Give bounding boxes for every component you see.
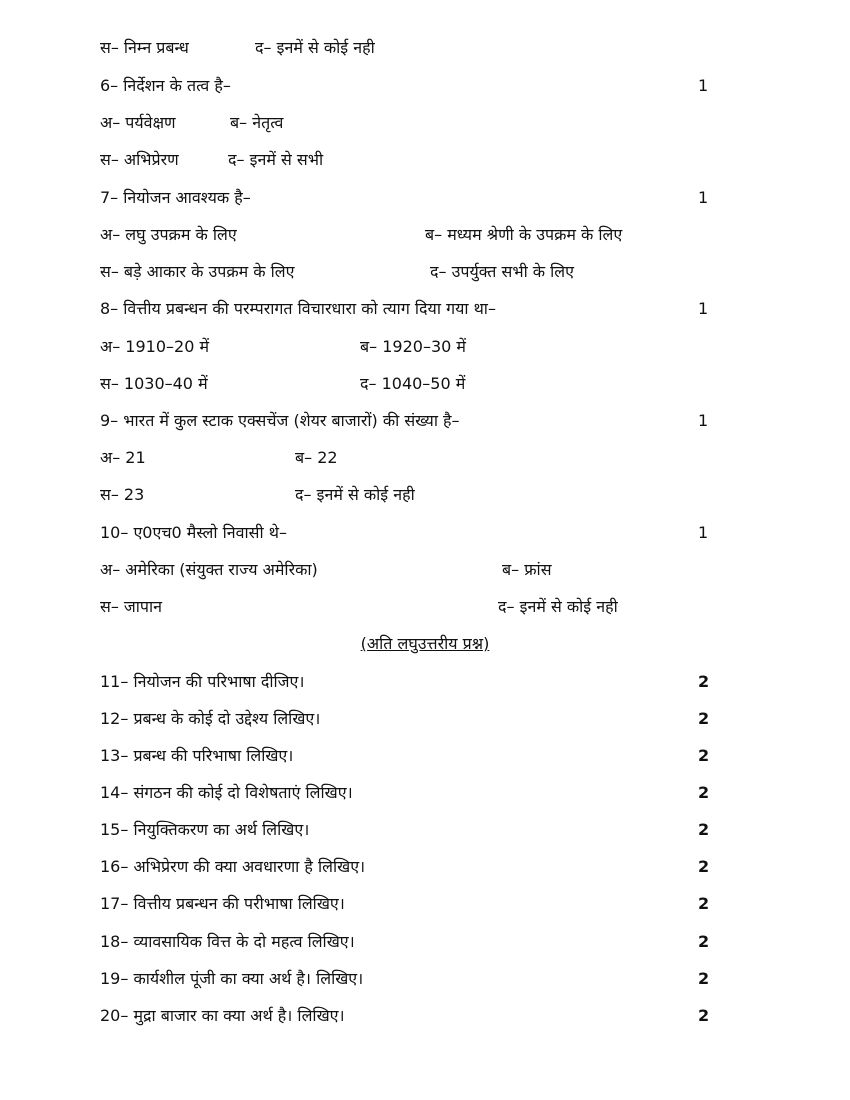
option-d: द– 1040–50 में — [360, 374, 466, 393]
question-text: 6– निर्देशन के तत्व है– — [100, 76, 231, 95]
short-question-row — [0, 780, 850, 806]
option-c: स– जापान — [100, 597, 163, 616]
option-c: स– अभिप्रेरण — [100, 150, 179, 169]
short-question-row — [0, 966, 850, 992]
option-b: ब– 1920–30 में — [360, 337, 466, 356]
short-question-text: 20– मुद्रा बाजार का क्या अर्थ है। लिखिए। — [100, 1006, 345, 1025]
short-question-marks: 2 — [698, 783, 710, 802]
question-text: 7– नियोजन आवश्यक है– — [100, 188, 251, 207]
short-question-marks: 2 — [698, 1006, 710, 1025]
short-question-row — [0, 706, 850, 732]
question-text: 10– ए0एच0 मैस्लो निवासी थे– — [100, 523, 287, 542]
option-c: स– 1030–40 में — [100, 374, 208, 393]
option-row — [0, 594, 850, 620]
section-heading — [0, 631, 850, 657]
option-row — [0, 222, 850, 248]
section-heading-text: (अति लघुउत्तरीय प्रश्न) — [360, 634, 490, 653]
option-a: अ– लघु उपक्रम के लिए — [100, 225, 237, 244]
question-text: 9– भारत में कुल स्टाक एक्सचेंज (शेयर बाजारों) की संख्या है– — [100, 411, 460, 430]
short-question-text: 11– नियोजन की परिभाषा दीजिए। — [100, 672, 305, 691]
short-question-row — [0, 854, 850, 880]
short-question-text: 16– अभिप्रेरण की क्या अवधारणा है लिखिए। — [100, 857, 366, 876]
short-question-row — [0, 669, 850, 695]
option-row — [0, 445, 850, 471]
question-text: 8– वित्तीय प्रबन्धन की परम्परागत विचारधारा को त्याग दिया गया था– — [100, 299, 496, 318]
option-row — [0, 557, 850, 583]
short-question-marks: 2 — [698, 709, 710, 728]
option-b: ब– नेतृत्व — [230, 113, 284, 132]
option-d: द– इनमें से कोई नही — [295, 485, 415, 504]
option-c: स– बड़े आकार के उपक्रम के लिए — [100, 262, 295, 281]
short-question-row — [0, 929, 850, 955]
question-row — [0, 185, 850, 211]
option-c: स– 23 — [100, 485, 145, 504]
short-question-marks: 2 — [698, 857, 710, 876]
short-question-text: 19– कार्यशील पूंजी का क्या अर्थ है। लिखिए। — [100, 969, 364, 988]
short-question-marks: 2 — [698, 820, 710, 839]
option-row — [0, 110, 850, 136]
option-row — [0, 35, 850, 61]
option-row — [0, 482, 850, 508]
short-question-marks: 2 — [698, 932, 710, 951]
option-d: द– उपर्युक्त सभी के लिए — [430, 262, 575, 281]
option-row — [0, 371, 850, 397]
short-question-row — [0, 743, 850, 769]
option-b: ब– फ्रांस — [502, 560, 552, 579]
question-marks: 1 — [698, 188, 709, 207]
option-d: द– इनमें से कोई नही — [498, 597, 618, 616]
question-row — [0, 408, 850, 434]
short-question-text: 15– नियुक्तिकरण का अर्थ लिखिए। — [100, 820, 310, 839]
short-question-text: 18– व्यावसायिक वित्त के दो महत्व लिखिए। — [100, 932, 355, 951]
question-marks: 1 — [698, 76, 709, 95]
short-question-text: 12– प्रबन्ध के कोई दो उद्देश्य लिखिए। — [100, 709, 321, 728]
option-a: अ– अमेरिका (संयुक्त राज्य अमेरिका) — [100, 560, 318, 579]
short-question-row — [0, 1003, 850, 1029]
option-d: द– इनमें से कोई नही — [255, 38, 375, 57]
option-row — [0, 334, 850, 360]
option-row — [0, 259, 850, 285]
option-a: अ– 1910–20 में — [100, 337, 210, 356]
question-row — [0, 296, 850, 322]
question-marks: 1 — [698, 523, 709, 542]
short-question-marks: 2 — [698, 894, 710, 913]
option-a: अ– पर्यवेक्षण — [100, 113, 176, 132]
option-b: ब– मध्यम श्रेणी के उपक्रम के लिए — [425, 225, 623, 244]
option-a: अ– 21 — [100, 448, 146, 467]
short-question-text: 17– वित्तीय प्रबन्धन की परीभाषा लिखिए। — [100, 894, 345, 913]
option-row — [0, 147, 850, 173]
short-question-row — [0, 817, 850, 843]
question-row — [0, 73, 850, 99]
question-row — [0, 520, 850, 546]
question-marks: 1 — [698, 411, 709, 430]
short-question-text: 14– संगठन की कोई दो विशेषताएं लिखिए। — [100, 783, 353, 802]
question-marks: 1 — [698, 299, 709, 318]
option-b: ब– 22 — [295, 448, 338, 467]
short-question-row — [0, 891, 850, 917]
short-question-marks: 2 — [698, 969, 710, 988]
short-question-marks: 2 — [698, 746, 710, 765]
option-d: द– इनमें से सभी — [228, 150, 324, 169]
option-c: स– निम्न प्रबन्ध — [100, 38, 189, 57]
short-question-marks: 2 — [698, 672, 710, 691]
short-question-text: 13– प्रबन्ध की परिभाषा लिखिए। — [100, 746, 294, 765]
